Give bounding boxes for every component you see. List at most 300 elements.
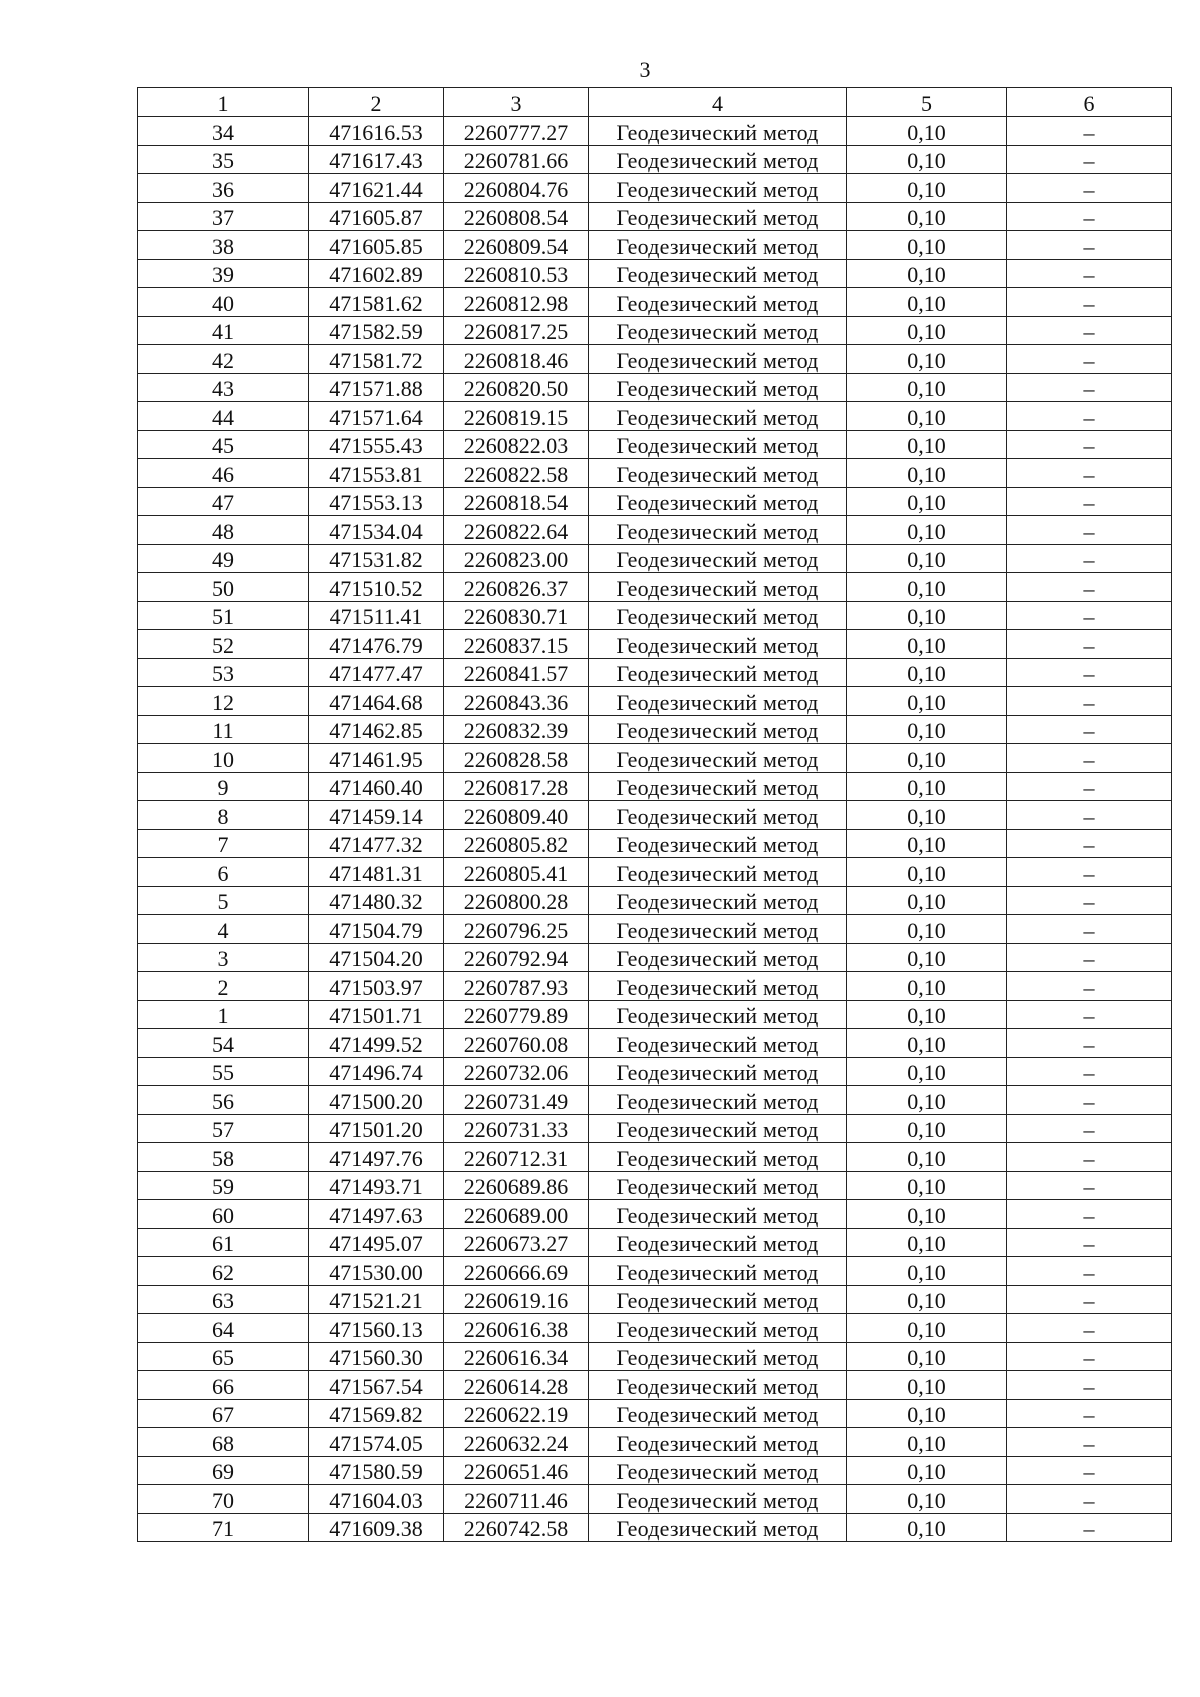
table-row bbox=[138, 1285, 1172, 1314]
x-coordinate-cell: 471581.62 bbox=[309, 288, 444, 317]
note-cell: – bbox=[1007, 573, 1172, 602]
accuracy-cell: 0,10 bbox=[847, 288, 1007, 317]
accuracy-cell: 0,10 bbox=[847, 1000, 1007, 1029]
method-cell: Геодезический метод bbox=[589, 1086, 847, 1115]
note-cell: – bbox=[1007, 145, 1172, 174]
table-row bbox=[138, 1342, 1172, 1371]
x-coordinate-cell: 471602.89 bbox=[309, 259, 444, 288]
point-number-cell: 38 bbox=[138, 231, 309, 260]
y-coordinate-cell: 2260622.19 bbox=[444, 1399, 589, 1428]
table-row bbox=[138, 1086, 1172, 1115]
accuracy-cell: 0,10 bbox=[847, 1399, 1007, 1428]
x-coordinate-cell: 471567.54 bbox=[309, 1371, 444, 1400]
note-cell: – bbox=[1007, 687, 1172, 716]
note-cell: – bbox=[1007, 544, 1172, 573]
y-coordinate-cell: 2260837.15 bbox=[444, 630, 589, 659]
y-coordinate-cell: 2260804.76 bbox=[444, 174, 589, 203]
note-cell: – bbox=[1007, 1000, 1172, 1029]
accuracy-cell: 0,10 bbox=[847, 459, 1007, 488]
method-cell: Геодезический метод bbox=[589, 117, 847, 146]
y-coordinate-cell: 2260819.15 bbox=[444, 402, 589, 431]
x-coordinate-cell: 471555.43 bbox=[309, 430, 444, 459]
accuracy-cell: 0,10 bbox=[847, 687, 1007, 716]
point-number-cell: 46 bbox=[138, 459, 309, 488]
table-row bbox=[138, 145, 1172, 174]
table-row bbox=[138, 630, 1172, 659]
accuracy-cell: 0,10 bbox=[847, 1029, 1007, 1058]
y-coordinate-cell: 2260822.64 bbox=[444, 516, 589, 545]
x-coordinate-cell: 471560.30 bbox=[309, 1342, 444, 1371]
x-coordinate-cell: 471495.07 bbox=[309, 1228, 444, 1257]
note-cell: – bbox=[1007, 1086, 1172, 1115]
x-coordinate-cell: 471534.04 bbox=[309, 516, 444, 545]
accuracy-cell: 0,10 bbox=[847, 516, 1007, 545]
note-cell: – bbox=[1007, 459, 1172, 488]
y-coordinate-cell: 2260820.50 bbox=[444, 373, 589, 402]
point-number-cell: 3 bbox=[138, 943, 309, 972]
method-cell: Геодезический метод bbox=[589, 288, 847, 317]
accuracy-cell: 0,10 bbox=[847, 1228, 1007, 1257]
method-cell: Геодезический метод bbox=[589, 943, 847, 972]
method-cell: Геодезический метод bbox=[589, 1143, 847, 1172]
table-row bbox=[138, 886, 1172, 915]
accuracy-cell: 0,10 bbox=[847, 915, 1007, 944]
x-coordinate-cell: 471605.87 bbox=[309, 202, 444, 231]
accuracy-cell: 0,10 bbox=[847, 972, 1007, 1001]
method-cell: Геодезический метод bbox=[589, 145, 847, 174]
note-cell: – bbox=[1007, 1485, 1172, 1514]
method-cell: Геодезический метод bbox=[589, 1171, 847, 1200]
method-cell: Геодезический метод bbox=[589, 772, 847, 801]
method-cell: Геодезический метод bbox=[589, 1371, 847, 1400]
point-number-cell: 68 bbox=[138, 1428, 309, 1457]
method-cell: Геодезический метод bbox=[589, 1114, 847, 1143]
table-row bbox=[138, 687, 1172, 716]
note-cell: – bbox=[1007, 1171, 1172, 1200]
table-row bbox=[138, 915, 1172, 944]
table-row bbox=[138, 231, 1172, 260]
point-number-cell: 48 bbox=[138, 516, 309, 545]
x-coordinate-cell: 471531.82 bbox=[309, 544, 444, 573]
y-coordinate-cell: 2260651.46 bbox=[444, 1456, 589, 1485]
x-coordinate-cell: 471504.20 bbox=[309, 943, 444, 972]
note-cell: – bbox=[1007, 943, 1172, 972]
x-coordinate-cell: 471503.97 bbox=[309, 972, 444, 1001]
accuracy-cell: 0,10 bbox=[847, 1143, 1007, 1172]
accuracy-cell: 0,10 bbox=[847, 1342, 1007, 1371]
y-coordinate-cell: 2260830.71 bbox=[444, 601, 589, 630]
x-coordinate-cell: 471462.85 bbox=[309, 715, 444, 744]
note-cell: – bbox=[1007, 658, 1172, 687]
method-cell: Геодезический метод bbox=[589, 715, 847, 744]
header-col-5: 5 bbox=[847, 88, 1007, 117]
y-coordinate-cell: 2260673.27 bbox=[444, 1228, 589, 1257]
method-cell: Геодезический метод bbox=[589, 915, 847, 944]
x-coordinate-cell: 471605.85 bbox=[309, 231, 444, 260]
note-cell: – bbox=[1007, 1513, 1172, 1542]
y-coordinate-cell: 2260792.94 bbox=[444, 943, 589, 972]
note-cell: – bbox=[1007, 1456, 1172, 1485]
method-cell: Геодезический метод bbox=[589, 687, 847, 716]
table-row bbox=[138, 1143, 1172, 1172]
point-number-cell: 7 bbox=[138, 829, 309, 858]
note-cell: – bbox=[1007, 117, 1172, 146]
accuracy-cell: 0,10 bbox=[847, 1314, 1007, 1343]
accuracy-cell: 0,10 bbox=[847, 829, 1007, 858]
note-cell: – bbox=[1007, 1285, 1172, 1314]
table-row bbox=[138, 402, 1172, 431]
method-cell: Геодезический метод bbox=[589, 174, 847, 203]
method-cell: Геодезический метод bbox=[589, 345, 847, 374]
point-number-cell: 53 bbox=[138, 658, 309, 687]
method-cell: Геодезический метод bbox=[589, 1285, 847, 1314]
point-number-cell: 50 bbox=[138, 573, 309, 602]
table-row bbox=[138, 373, 1172, 402]
table-row bbox=[138, 1371, 1172, 1400]
point-number-cell: 61 bbox=[138, 1228, 309, 1257]
table-row bbox=[138, 1029, 1172, 1058]
table-row bbox=[138, 1428, 1172, 1457]
x-coordinate-cell: 471477.32 bbox=[309, 829, 444, 858]
table-row bbox=[138, 430, 1172, 459]
accuracy-cell: 0,10 bbox=[847, 801, 1007, 830]
x-coordinate-cell: 471511.41 bbox=[309, 601, 444, 630]
point-number-cell: 57 bbox=[138, 1114, 309, 1143]
accuracy-cell: 0,10 bbox=[847, 658, 1007, 687]
point-number-cell: 56 bbox=[138, 1086, 309, 1115]
x-coordinate-cell: 471510.52 bbox=[309, 573, 444, 602]
x-coordinate-cell: 471461.95 bbox=[309, 744, 444, 773]
method-cell: Геодезический метод bbox=[589, 1314, 847, 1343]
header-col-2: 2 bbox=[309, 88, 444, 117]
point-number-cell: 71 bbox=[138, 1513, 309, 1542]
note-cell: – bbox=[1007, 202, 1172, 231]
x-coordinate-cell: 471460.40 bbox=[309, 772, 444, 801]
note-cell: – bbox=[1007, 345, 1172, 374]
point-number-cell: 39 bbox=[138, 259, 309, 288]
method-cell: Геодезический метод bbox=[589, 231, 847, 260]
table-row bbox=[138, 1485, 1172, 1514]
point-number-cell: 62 bbox=[138, 1257, 309, 1286]
y-coordinate-cell: 2260614.28 bbox=[444, 1371, 589, 1400]
table-body bbox=[138, 117, 1172, 1542]
table-row bbox=[138, 801, 1172, 830]
method-cell: Геодезический метод bbox=[589, 573, 847, 602]
y-coordinate-cell: 2260632.24 bbox=[444, 1428, 589, 1457]
x-coordinate-cell: 471497.76 bbox=[309, 1143, 444, 1172]
method-cell: Геодезический метод bbox=[589, 658, 847, 687]
point-number-cell: 41 bbox=[138, 316, 309, 345]
accuracy-cell: 0,10 bbox=[847, 1086, 1007, 1115]
x-coordinate-cell: 471497.63 bbox=[309, 1200, 444, 1229]
x-coordinate-cell: 471560.13 bbox=[309, 1314, 444, 1343]
header-col-1: 1 bbox=[138, 88, 309, 117]
point-number-cell: 42 bbox=[138, 345, 309, 374]
point-number-cell: 59 bbox=[138, 1171, 309, 1200]
x-coordinate-cell: 471616.53 bbox=[309, 117, 444, 146]
x-coordinate-cell: 471464.68 bbox=[309, 687, 444, 716]
y-coordinate-cell: 2260616.34 bbox=[444, 1342, 589, 1371]
point-number-cell: 43 bbox=[138, 373, 309, 402]
table-row bbox=[138, 1228, 1172, 1257]
accuracy-cell: 0,10 bbox=[847, 601, 1007, 630]
y-coordinate-cell: 2260666.69 bbox=[444, 1257, 589, 1286]
method-cell: Геодезический метод bbox=[589, 1000, 847, 1029]
y-coordinate-cell: 2260812.98 bbox=[444, 288, 589, 317]
accuracy-cell: 0,10 bbox=[847, 1057, 1007, 1086]
table-row bbox=[138, 601, 1172, 630]
point-number-cell: 66 bbox=[138, 1371, 309, 1400]
note-cell: – bbox=[1007, 858, 1172, 887]
y-coordinate-cell: 2260841.57 bbox=[444, 658, 589, 687]
note-cell: – bbox=[1007, 1428, 1172, 1457]
method-cell: Геодезический метод bbox=[589, 1428, 847, 1457]
y-coordinate-cell: 2260817.28 bbox=[444, 772, 589, 801]
method-cell: Геодезический метод bbox=[589, 1228, 847, 1257]
y-coordinate-cell: 2260616.38 bbox=[444, 1314, 589, 1343]
note-cell: – bbox=[1007, 1114, 1172, 1143]
accuracy-cell: 0,10 bbox=[847, 430, 1007, 459]
accuracy-cell: 0,10 bbox=[847, 145, 1007, 174]
method-cell: Геодезический метод bbox=[589, 459, 847, 488]
x-coordinate-cell: 471582.59 bbox=[309, 316, 444, 345]
y-coordinate-cell: 2260689.00 bbox=[444, 1200, 589, 1229]
x-coordinate-cell: 471553.81 bbox=[309, 459, 444, 488]
header-col-6: 6 bbox=[1007, 88, 1172, 117]
method-cell: Геодезический метод bbox=[589, 1513, 847, 1542]
method-cell: Геодезический метод bbox=[589, 373, 847, 402]
y-coordinate-cell: 2260832.39 bbox=[444, 715, 589, 744]
point-number-cell: 70 bbox=[138, 1485, 309, 1514]
method-cell: Геодезический метод bbox=[589, 1399, 847, 1428]
y-coordinate-cell: 2260712.31 bbox=[444, 1143, 589, 1172]
note-cell: – bbox=[1007, 886, 1172, 915]
y-coordinate-cell: 2260732.06 bbox=[444, 1057, 589, 1086]
accuracy-cell: 0,10 bbox=[847, 174, 1007, 203]
accuracy-cell: 0,10 bbox=[847, 1171, 1007, 1200]
note-cell: – bbox=[1007, 1200, 1172, 1229]
accuracy-cell: 0,10 bbox=[847, 1200, 1007, 1229]
y-coordinate-cell: 2260818.54 bbox=[444, 487, 589, 516]
method-cell: Геодезический метод bbox=[589, 487, 847, 516]
note-cell: – bbox=[1007, 772, 1172, 801]
accuracy-cell: 0,10 bbox=[847, 1513, 1007, 1542]
y-coordinate-cell: 2260805.82 bbox=[444, 829, 589, 858]
accuracy-cell: 0,10 bbox=[847, 1485, 1007, 1514]
accuracy-cell: 0,10 bbox=[847, 231, 1007, 260]
table-row bbox=[138, 174, 1172, 203]
note-cell: – bbox=[1007, 1399, 1172, 1428]
accuracy-cell: 0,10 bbox=[847, 544, 1007, 573]
table-row bbox=[138, 1171, 1172, 1200]
x-coordinate-cell: 471501.71 bbox=[309, 1000, 444, 1029]
accuracy-cell: 0,10 bbox=[847, 943, 1007, 972]
point-number-cell: 51 bbox=[138, 601, 309, 630]
point-number-cell: 54 bbox=[138, 1029, 309, 1058]
point-number-cell: 1 bbox=[138, 1000, 309, 1029]
point-number-cell: 11 bbox=[138, 715, 309, 744]
y-coordinate-cell: 2260731.33 bbox=[444, 1114, 589, 1143]
table-row bbox=[138, 117, 1172, 146]
point-number-cell: 37 bbox=[138, 202, 309, 231]
point-number-cell: 2 bbox=[138, 972, 309, 1001]
x-coordinate-cell: 471571.64 bbox=[309, 402, 444, 431]
accuracy-cell: 0,10 bbox=[847, 373, 1007, 402]
x-coordinate-cell: 471609.38 bbox=[309, 1513, 444, 1542]
table-row bbox=[138, 829, 1172, 858]
x-coordinate-cell: 471500.20 bbox=[309, 1086, 444, 1115]
note-cell: – bbox=[1007, 1143, 1172, 1172]
x-coordinate-cell: 471581.72 bbox=[309, 345, 444, 374]
method-cell: Геодезический метод bbox=[589, 858, 847, 887]
point-number-cell: 64 bbox=[138, 1314, 309, 1343]
x-coordinate-cell: 471499.52 bbox=[309, 1029, 444, 1058]
y-coordinate-cell: 2260781.66 bbox=[444, 145, 589, 174]
table-row bbox=[138, 658, 1172, 687]
accuracy-cell: 0,10 bbox=[847, 1257, 1007, 1286]
y-coordinate-cell: 2260711.46 bbox=[444, 1485, 589, 1514]
note-cell: – bbox=[1007, 1314, 1172, 1343]
y-coordinate-cell: 2260843.36 bbox=[444, 687, 589, 716]
accuracy-cell: 0,10 bbox=[847, 487, 1007, 516]
point-number-cell: 45 bbox=[138, 430, 309, 459]
point-number-cell: 40 bbox=[138, 288, 309, 317]
method-cell: Геодезический метод bbox=[589, 544, 847, 573]
method-cell: Геодезический метод bbox=[589, 402, 847, 431]
point-number-cell: 12 bbox=[138, 687, 309, 716]
coordinates-table bbox=[137, 87, 1172, 1542]
note-cell: – bbox=[1007, 715, 1172, 744]
x-coordinate-cell: 471476.79 bbox=[309, 630, 444, 659]
accuracy-cell: 0,10 bbox=[847, 744, 1007, 773]
method-cell: Геодезический метод bbox=[589, 744, 847, 773]
table-row bbox=[138, 316, 1172, 345]
accuracy-cell: 0,10 bbox=[847, 345, 1007, 374]
x-coordinate-cell: 471493.71 bbox=[309, 1171, 444, 1200]
x-coordinate-cell: 471571.88 bbox=[309, 373, 444, 402]
table-row bbox=[138, 715, 1172, 744]
accuracy-cell: 0,10 bbox=[847, 1285, 1007, 1314]
note-cell: – bbox=[1007, 1228, 1172, 1257]
accuracy-cell: 0,10 bbox=[847, 1371, 1007, 1400]
note-cell: – bbox=[1007, 915, 1172, 944]
method-cell: Геодезический метод bbox=[589, 601, 847, 630]
x-coordinate-cell: 471530.00 bbox=[309, 1257, 444, 1286]
note-cell: – bbox=[1007, 516, 1172, 545]
point-number-cell: 69 bbox=[138, 1456, 309, 1485]
table-row bbox=[138, 1114, 1172, 1143]
accuracy-cell: 0,10 bbox=[847, 1456, 1007, 1485]
note-cell: – bbox=[1007, 231, 1172, 260]
table-row bbox=[138, 858, 1172, 887]
table-row bbox=[138, 772, 1172, 801]
method-cell: Геодезический метод bbox=[589, 1342, 847, 1371]
y-coordinate-cell: 2260817.25 bbox=[444, 316, 589, 345]
x-coordinate-cell: 471621.44 bbox=[309, 174, 444, 203]
point-number-cell: 63 bbox=[138, 1285, 309, 1314]
point-number-cell: 58 bbox=[138, 1143, 309, 1172]
table-row bbox=[138, 1000, 1172, 1029]
table-row bbox=[138, 972, 1172, 1001]
method-cell: Геодезический метод bbox=[589, 259, 847, 288]
y-coordinate-cell: 2260800.28 bbox=[444, 886, 589, 915]
x-coordinate-cell: 471617.43 bbox=[309, 145, 444, 174]
method-cell: Геодезический метод bbox=[589, 1485, 847, 1514]
method-cell: Геодезический метод bbox=[589, 1257, 847, 1286]
coordinates-table-container bbox=[137, 87, 1172, 1542]
header-col-4: 4 bbox=[589, 88, 847, 117]
table-row bbox=[138, 1314, 1172, 1343]
point-number-cell: 65 bbox=[138, 1342, 309, 1371]
method-cell: Геодезический метод bbox=[589, 516, 847, 545]
table-row bbox=[138, 544, 1172, 573]
accuracy-cell: 0,10 bbox=[847, 1114, 1007, 1143]
note-cell: – bbox=[1007, 972, 1172, 1001]
y-coordinate-cell: 2260787.93 bbox=[444, 972, 589, 1001]
y-coordinate-cell: 2260760.08 bbox=[444, 1029, 589, 1058]
note-cell: – bbox=[1007, 1257, 1172, 1286]
x-coordinate-cell: 471481.31 bbox=[309, 858, 444, 887]
y-coordinate-cell: 2260826.37 bbox=[444, 573, 589, 602]
method-cell: Геодезический метод bbox=[589, 829, 847, 858]
x-coordinate-cell: 471496.74 bbox=[309, 1057, 444, 1086]
note-cell: – bbox=[1007, 1371, 1172, 1400]
table-row bbox=[138, 259, 1172, 288]
y-coordinate-cell: 2260777.27 bbox=[444, 117, 589, 146]
table-row bbox=[138, 516, 1172, 545]
header-col-3: 3 bbox=[444, 88, 589, 117]
method-cell: Геодезический метод bbox=[589, 801, 847, 830]
y-coordinate-cell: 2260619.16 bbox=[444, 1285, 589, 1314]
y-coordinate-cell: 2260808.54 bbox=[444, 202, 589, 231]
note-cell: – bbox=[1007, 801, 1172, 830]
note-cell: – bbox=[1007, 316, 1172, 345]
y-coordinate-cell: 2260822.58 bbox=[444, 459, 589, 488]
table-row bbox=[138, 459, 1172, 488]
point-number-cell: 10 bbox=[138, 744, 309, 773]
y-coordinate-cell: 2260796.25 bbox=[444, 915, 589, 944]
table-row bbox=[138, 487, 1172, 516]
x-coordinate-cell: 471501.20 bbox=[309, 1114, 444, 1143]
note-cell: – bbox=[1007, 430, 1172, 459]
note-cell: – bbox=[1007, 630, 1172, 659]
x-coordinate-cell: 471553.13 bbox=[309, 487, 444, 516]
y-coordinate-cell: 2260809.54 bbox=[444, 231, 589, 260]
note-cell: – bbox=[1007, 1057, 1172, 1086]
table-row bbox=[138, 573, 1172, 602]
accuracy-cell: 0,10 bbox=[847, 772, 1007, 801]
accuracy-cell: 0,10 bbox=[847, 117, 1007, 146]
x-coordinate-cell: 471480.32 bbox=[309, 886, 444, 915]
table-row bbox=[138, 1257, 1172, 1286]
table-row bbox=[138, 1513, 1172, 1542]
table-row bbox=[138, 202, 1172, 231]
note-cell: – bbox=[1007, 373, 1172, 402]
table-row bbox=[138, 1399, 1172, 1428]
method-cell: Геодезический метод bbox=[589, 430, 847, 459]
table-header-row bbox=[138, 88, 1172, 117]
point-number-cell: 5 bbox=[138, 886, 309, 915]
accuracy-cell: 0,10 bbox=[847, 630, 1007, 659]
y-coordinate-cell: 2260805.41 bbox=[444, 858, 589, 887]
method-cell: Геодезический метод bbox=[589, 316, 847, 345]
point-number-cell: 52 bbox=[138, 630, 309, 659]
table-row bbox=[138, 1456, 1172, 1485]
x-coordinate-cell: 471604.03 bbox=[309, 1485, 444, 1514]
method-cell: Геодезический метод bbox=[589, 972, 847, 1001]
x-coordinate-cell: 471574.05 bbox=[309, 1428, 444, 1457]
point-number-cell: 34 bbox=[138, 117, 309, 146]
